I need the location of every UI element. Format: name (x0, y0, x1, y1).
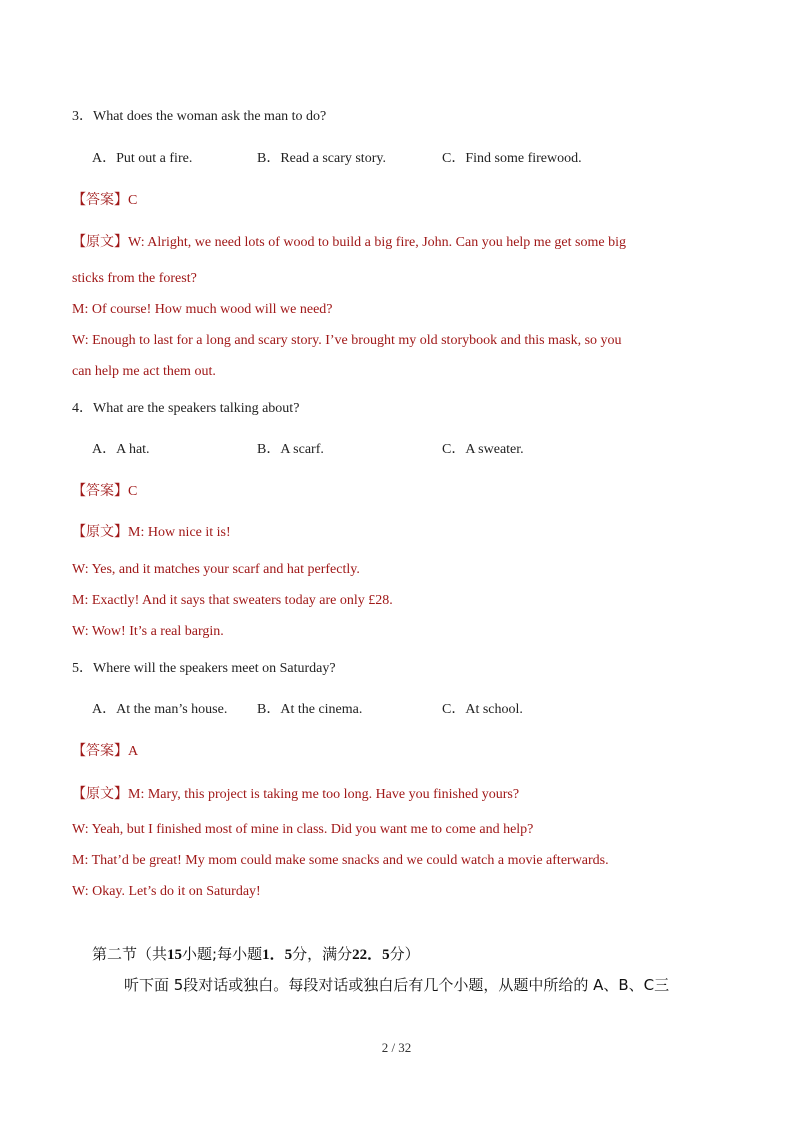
q3-script-line-2: sticks from the forest? (72, 271, 197, 286)
section-title-part: 小题;每小题 (182, 945, 263, 963)
q4-option-c: C．A sweater. (442, 442, 524, 457)
q5-option-a: A．At the man’s house. (92, 702, 228, 717)
answer-value: C (128, 484, 138, 499)
answer-value: C (128, 193, 138, 208)
q5-script-line-4: W: Okay. Let’s do it on Saturday! (72, 884, 261, 899)
q5-script-line-2: W: Yeah, but I finished most of mine in class. Did you want me to come and help? (72, 822, 534, 837)
section-points-total: 22．5 (352, 947, 390, 963)
q4-script-line-3: M: Exactly! And it says that sweaters today are only £28. (72, 593, 393, 608)
script-text: M: Mary, this project is taking me too long. Have you finished yours? (128, 787, 520, 802)
script-tag: 【原文】 (72, 524, 128, 540)
q5-script-line-1 (72, 785, 519, 804)
answer-tag: 【答案】 (72, 743, 128, 759)
section-title-part: 第二节（共 (92, 945, 168, 963)
q3-script-line-1 (72, 233, 626, 252)
section-instruction: 听下面 5段对话或独白。每段对话或独白后有几个小题，从题中所给的 A、B、C三 (124, 976, 670, 994)
section-count: 15 (167, 947, 183, 963)
answer-tag: 【答案】 (72, 192, 128, 208)
script-tag: 【原文】 (72, 786, 128, 802)
q3-script-line-5: can help me act them out. (72, 364, 216, 379)
section-title-part: 分，满分 (292, 945, 353, 963)
question-5: 5．Where will the speakers meet on Saturday? (72, 661, 336, 676)
script-tag: 【原文】 (72, 234, 128, 250)
q4-option-b: B．A scarf. (257, 442, 324, 457)
page-number: 2 / 32 (381, 1040, 412, 1055)
q5-option-c: C．At school. (442, 702, 523, 717)
section-title (92, 944, 420, 965)
q4-answer (72, 482, 137, 501)
q4-script-line-4: W: Wow! It’s a real bargin. (72, 624, 224, 639)
script-text: M: How nice it is! (128, 525, 231, 540)
q5-answer (72, 742, 138, 761)
answer-value: A (128, 744, 139, 759)
q5-option-b: B．At the cinema. (257, 702, 363, 717)
q4-script-line-2: W: Yes, and it matches your scarf and hat perfectly. (72, 562, 360, 577)
answer-tag: 【答案】 (72, 483, 128, 499)
q3-option-a: A．Put out a fire. (92, 151, 193, 166)
q3-script-line-3: M: Of course! How much wood will we need? (72, 302, 333, 317)
question-3: 3．What does the woman ask the man to do? (72, 109, 327, 124)
section-title-part: 分） (389, 945, 420, 963)
script-text: W: Alright, we need lots of wood to build a big fire, John. Can you help me get some big (128, 235, 626, 250)
q4-option-a: A．A hat. (92, 442, 150, 457)
section-points-each: 1．5 (262, 947, 293, 963)
q3-script-line-4: W: Enough to last for a long and scary story. I’ve brought my old storybook and this mask, so you (72, 333, 622, 348)
q4-script-line-1 (72, 523, 231, 542)
q3-option-b: B．Read a scary story. (257, 151, 386, 166)
q3-option-c: C．Find some firewood. (442, 151, 582, 166)
question-4: 4．What are the speakers talking about? (72, 401, 300, 416)
q3-answer (72, 191, 137, 210)
q5-script-line-3: M: That’d be great! My mom could make some snacks and we could watch a movie afterwards. (72, 853, 609, 868)
